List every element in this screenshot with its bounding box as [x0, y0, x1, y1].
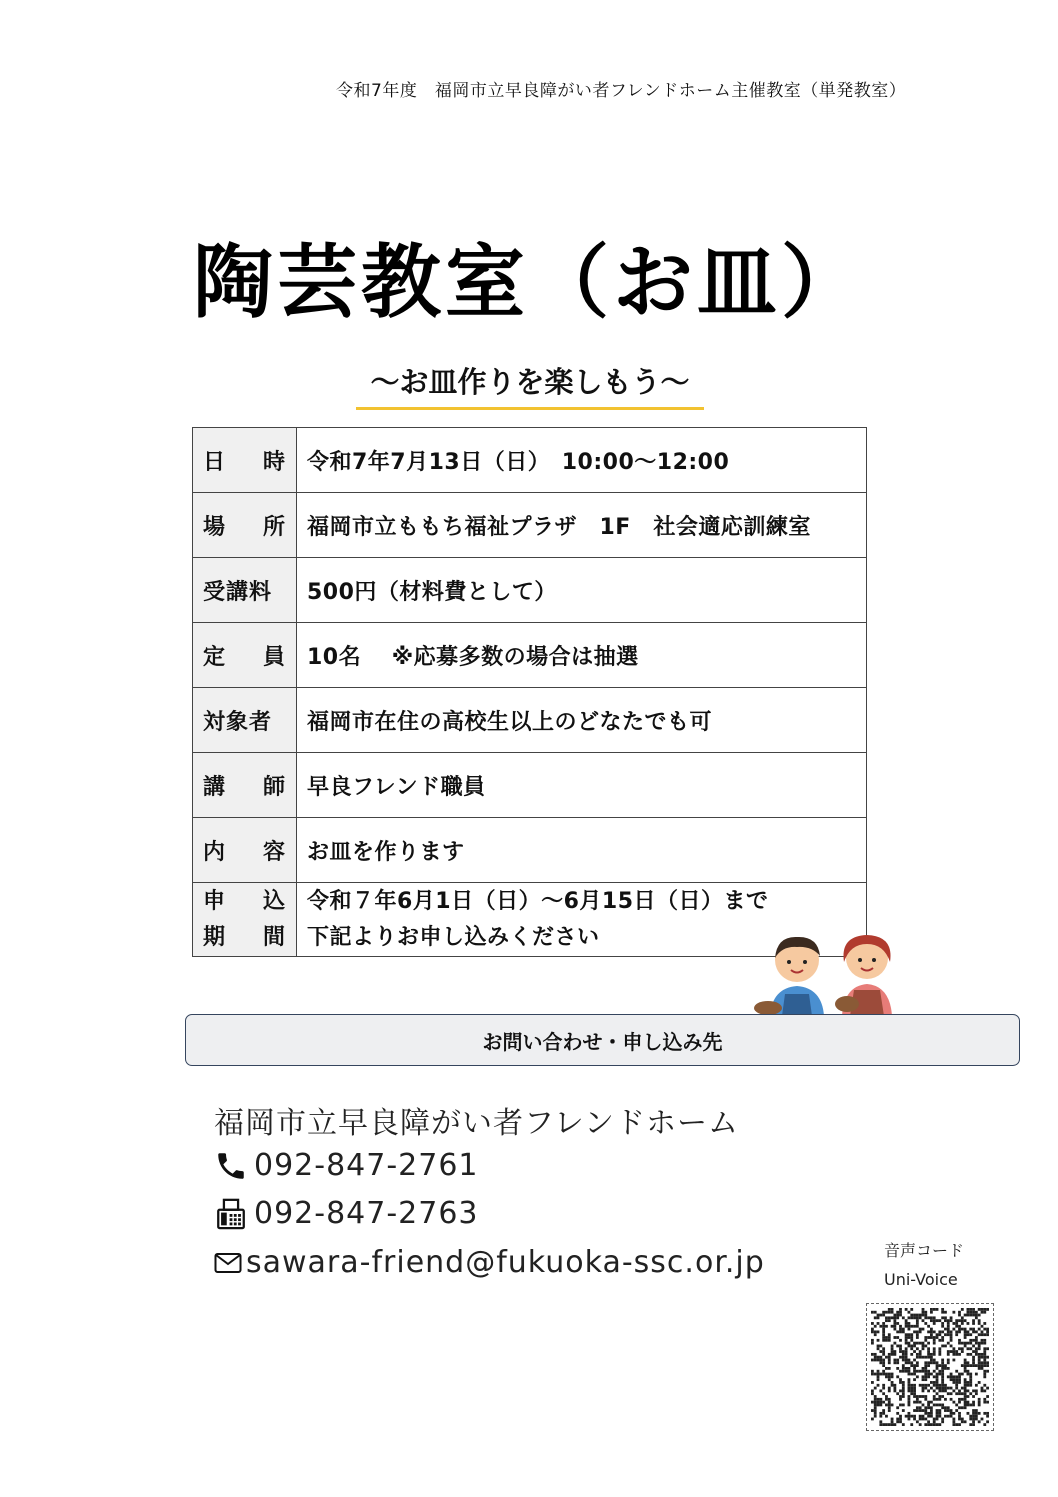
email-address[interactable]: sawara-friend@fukuoka-ssc.or.jp	[246, 1245, 765, 1280]
row-value: お皿を作ります	[297, 818, 867, 883]
row-value: 福岡市在住の高校生以上のどなたでも可	[297, 688, 867, 753]
pottery-people-illustration	[752, 930, 912, 1016]
contact-organization: 福岡市立早良障がい者フレンドホーム	[214, 1106, 740, 1141]
fax-number: 092-847-2763	[254, 1196, 479, 1231]
table-row-content	[193, 818, 867, 883]
table-row-capacity	[193, 623, 867, 688]
header-note: 令和7年度 福岡市立早良障がい者フレンドホーム主催教室（単発教室）	[336, 81, 907, 101]
row-label: 内 容	[193, 818, 297, 883]
row-label: 場 所	[193, 493, 297, 558]
contact-heading-box	[185, 1014, 1020, 1066]
page-title: 陶芸教室（お皿）	[193, 236, 865, 329]
row-value: 早良フレンド職員	[297, 753, 867, 818]
subtitle: ～お皿作りを楽しもう～	[356, 360, 704, 410]
fax-icon	[214, 1197, 248, 1231]
row-label: 日 時	[193, 428, 297, 493]
uni-voice-code	[866, 1303, 994, 1431]
contact-email	[214, 1245, 765, 1280]
table-row-place	[193, 493, 867, 558]
row-label: 定 員	[193, 623, 297, 688]
row-label: 申 込 期 間	[193, 883, 297, 957]
table-row-datetime	[193, 428, 867, 493]
row-value: 福岡市立ももち福祉プラザ 1F 社会適応訓練室	[297, 493, 867, 558]
phone-icon	[214, 1149, 248, 1183]
row-value: 500円（材料費として）	[297, 558, 867, 623]
contact-heading: お問い合わせ・申し込み先	[482, 1029, 723, 1054]
row-label: 受講料	[193, 558, 297, 623]
table-row-target	[193, 688, 867, 753]
table-row-instructor	[193, 753, 867, 818]
voice-code-label: 音声コード	[884, 1241, 965, 1260]
voice-code-name: Uni-Voice	[884, 1270, 958, 1289]
contact-tel	[214, 1148, 479, 1183]
row-label: 対象者	[193, 688, 297, 753]
info-table	[192, 427, 867, 957]
table-row-fee	[193, 558, 867, 623]
mail-icon	[214, 1252, 242, 1274]
tel-number[interactable]: 092-847-2761	[254, 1148, 479, 1183]
row-value: 10名 ※応募多数の場合は抽選	[297, 623, 867, 688]
row-value: 令和７年6月1日（日）～6月15日（日）まで 下記よりお申し込みください	[297, 883, 867, 957]
contact-fax	[214, 1196, 479, 1231]
row-value: 令和7年7月13日（日） 10:00～12:00	[297, 428, 867, 493]
row-label: 講 師	[193, 753, 297, 818]
